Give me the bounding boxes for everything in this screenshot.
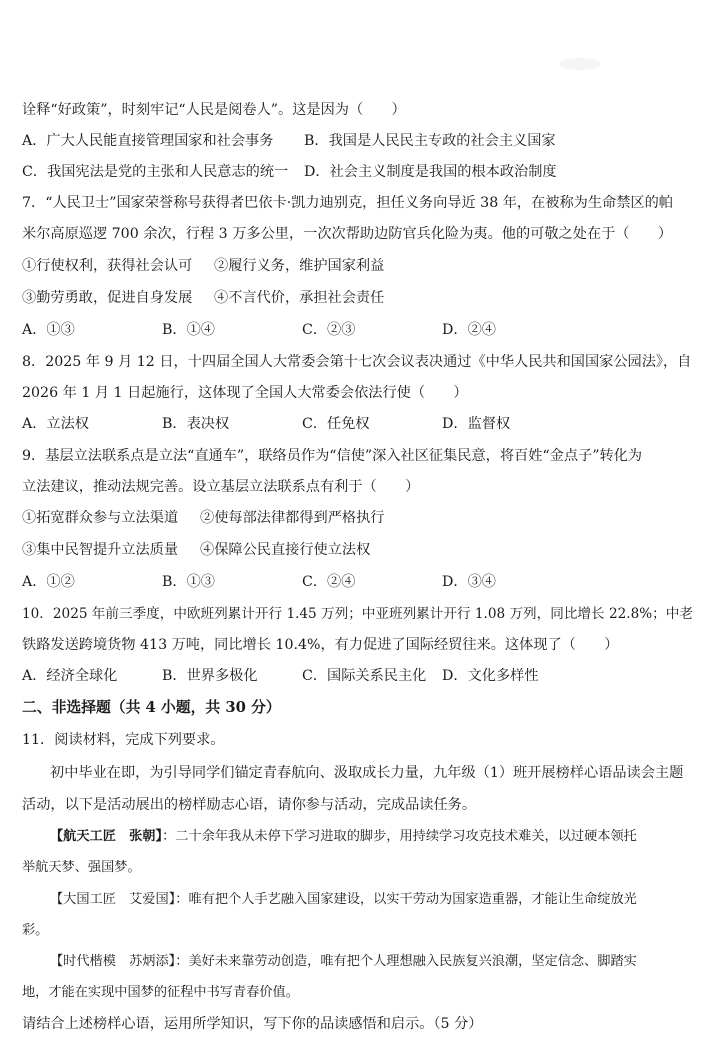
q10-option-a[interactable]: A．经济全球化 bbox=[22, 668, 118, 684]
q10-option-d[interactable]: D．文化多样性 bbox=[442, 668, 539, 684]
q6-option-c[interactable]: C．我国宪法是党的主张和人民意志的统一 bbox=[22, 164, 289, 180]
q9-option-b[interactable]: B．①③ bbox=[162, 574, 215, 590]
q7-statements-row2 bbox=[22, 288, 681, 308]
q11-intro-line2: 活动，以下是活动展出的榜样励志心语，请你参与活动，完成品读任务。 bbox=[22, 797, 477, 813]
q9-stem-line1: 9．基层立法联系点是立法“直通车”，联络员作为“信使”深入社区征集民意，将百姓“金点子”转化为 bbox=[22, 448, 643, 464]
q6-options-row2 bbox=[22, 162, 681, 182]
q7-option-d[interactable]: D．②④ bbox=[442, 322, 496, 338]
quote-1-line2: 举航天梦、强国梦。 bbox=[22, 860, 141, 875]
q8-option-d[interactable]: D．监督权 bbox=[442, 416, 511, 432]
quote-2-line1 bbox=[22, 890, 681, 910]
q8-option-a[interactable]: A．立法权 bbox=[22, 416, 89, 432]
q8-stem-line2: 2026 年 1 月 1 日起施行，这体现了全国人大常委会依法行使（ ） bbox=[22, 385, 468, 401]
q9-statements-row2 bbox=[22, 540, 681, 560]
scan-smudge bbox=[560, 58, 600, 70]
quote-2-text: ：唯有把个人手艺融入国家建设，以实干劳动为国家造重器，才能让生命绽放光 bbox=[175, 892, 637, 907]
q9-options bbox=[22, 572, 681, 592]
q9-option-a[interactable]: A．①② bbox=[22, 574, 75, 590]
q7-options bbox=[22, 320, 681, 340]
q6-option-a[interactable]: A．广大人民能直接管理国家和社会事务 bbox=[22, 133, 274, 149]
quote-1-text: ：二十余年我从未停下学习进取的脚步，用持续学习攻克技术难关，以过硬本领托 bbox=[162, 829, 637, 844]
q8-option-c[interactable]: C．任免权 bbox=[302, 416, 370, 432]
q6-options-row1 bbox=[22, 131, 681, 151]
quote-3-tag: 【时代楷模 苏炳添】 bbox=[50, 954, 176, 969]
q10-option-b[interactable]: B．世界多极化 bbox=[162, 668, 258, 684]
q7-stem-line2: 米尔高原巡逻 700 余次，行程 3 万多公里，一次次帮助边防官兵化险为夷。他的可敬之处在于（ ） bbox=[22, 226, 673, 242]
q6-option-d[interactable]: D．社会主义制度是我国的根本政治制度 bbox=[304, 164, 557, 180]
quote-3-line1 bbox=[22, 952, 681, 972]
q8-option-b[interactable]: B．表决权 bbox=[162, 416, 230, 432]
quote-1-tag: 【航天工匠 张朝】 bbox=[50, 829, 163, 844]
q8-stem-line1: 8．2025 年 9 月 12 日，十四届全国人大常委会第十七次会议表决通过《中华人民共和国国家公园法》，自 bbox=[22, 354, 692, 370]
q6-option-b[interactable]: B．我国是人民民主专政的社会主义国家 bbox=[304, 133, 556, 149]
quote-1-line1 bbox=[22, 827, 681, 847]
q9-statement-3: ③集中民智提升立法质量 bbox=[22, 542, 179, 558]
quote-2-line2: 彩。 bbox=[22, 923, 49, 938]
q6-stem: 诠释“好政策”，时刻牢记“人民是阅卷人”。这是因为（ ） bbox=[22, 102, 406, 118]
q9-statements-row1 bbox=[22, 508, 681, 528]
q7-statement-2: ②履行义务，维护国家利益 bbox=[214, 258, 385, 274]
quote-3-line2: 地，才能在实现中国梦的征程中书写青春价值。 bbox=[22, 985, 299, 1000]
q10-stem-line2: 铁路发送跨境货物 413 万吨，同比增长 10.4%，有力促进了国际经贸往来。这体现了（ ） bbox=[22, 637, 619, 653]
q7-stem-line1: 7．“人民卫士”国家荣誉称号获得者巴依卡·凯力迪别克，担任义务向导近 38 年，在被称为生命禁区的帕 bbox=[22, 195, 673, 211]
q11-intro-line1: 初中毕业在即，为引导同学们锚定青春航向、汲取成长力量，九年级（1）班开展榜样心语品读会主题 bbox=[50, 765, 684, 781]
q7-statement-4: ④不言代价，承担社会责任 bbox=[214, 290, 385, 306]
section-heading: 二、非选择题（共 4 小题，共 30 分） bbox=[22, 699, 281, 716]
q7-statement-1: ①行使权利，获得社会认可 bbox=[22, 258, 193, 274]
q9-stem-line2: 立法建议，推动法规完善。设立基层立法联系点有利于（ ） bbox=[22, 479, 420, 495]
q9-statement-4: ④保障公民直接行使立法权 bbox=[200, 542, 371, 558]
q7-option-a[interactable]: A．①③ bbox=[22, 322, 75, 338]
q9-statement-1: ①拓宽群众参与立法渠道 bbox=[22, 510, 179, 526]
q10-stem-line1: 10．2025 年前三季度，中欧班列累计开行 1.45 万列；中亚班列累计开行 1.08 万列，同比增长 22.8%；中老 bbox=[22, 606, 693, 622]
quote-3-text: ：美好未来靠劳动创造，唯有把个人理想融入民族复兴浪潮，坚定信念、脚踏实 bbox=[175, 954, 637, 969]
q7-option-b[interactable]: B．①④ bbox=[162, 322, 215, 338]
q9-statement-2: ②使每部法律都得到严格执行 bbox=[200, 510, 385, 526]
q9-option-d[interactable]: D．③④ bbox=[442, 574, 496, 590]
q11-stem: 11．阅读材料，完成下列要求。 bbox=[22, 732, 225, 748]
q7-option-c[interactable]: C．②③ bbox=[302, 322, 356, 338]
q7-statements-row1 bbox=[22, 256, 681, 276]
q9-option-c[interactable]: C．②④ bbox=[302, 574, 356, 590]
q10-options bbox=[22, 666, 681, 686]
q8-options bbox=[22, 414, 681, 434]
q10-option-c[interactable]: C．国际关系民主化 bbox=[302, 668, 427, 684]
q11-task: 请结合上述榜样心语，运用所学知识，写下你的品读感悟和启示。（5 分） bbox=[22, 1016, 483, 1032]
q7-statement-3: ③勤劳勇敢，促进自身发展 bbox=[22, 290, 193, 306]
quote-2-tag: 【大国工匠 艾爱国】 bbox=[50, 892, 176, 907]
